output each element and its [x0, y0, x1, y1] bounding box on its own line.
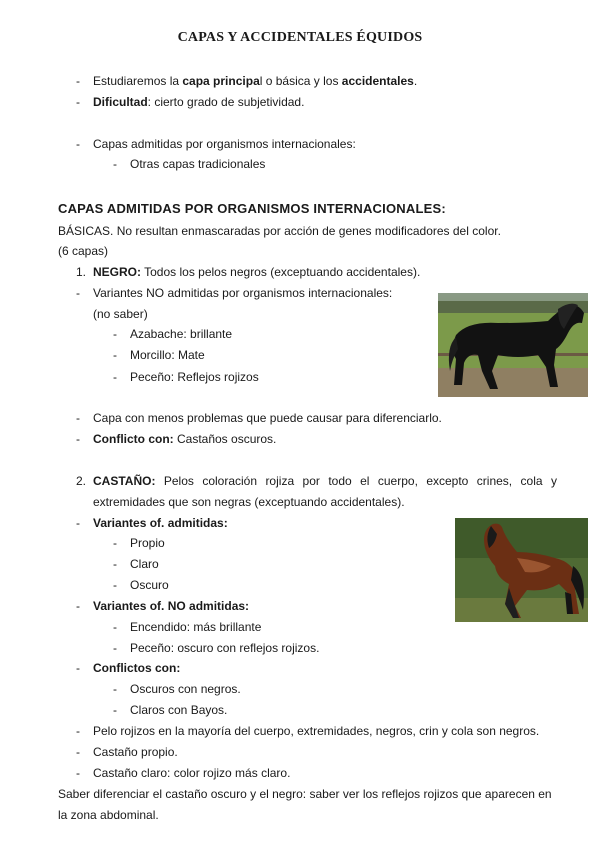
castano-not-admitted-label: Variantes of. NO admitidas: — [93, 599, 250, 613]
bullet-dash: - — [113, 578, 117, 592]
bullet-dash: - — [76, 516, 80, 530]
list-item: Castaño propio. — [93, 745, 178, 759]
castano-definition: CASTAÑO: Pelos coloración rojiza por todo el cuerpo, excepto crines, cola y extremidades que son negras (exceptuando accidentales). — [93, 474, 557, 509]
bullet-dash: - — [76, 432, 80, 446]
bay-horse-photo — [455, 518, 588, 622]
list-item: Azabache: brillante — [130, 327, 233, 341]
castano-admitted-label: Variantes of. admitidas: — [93, 516, 228, 530]
list-item: Morcillo: Mate — [130, 348, 205, 362]
bullet-dash: - — [113, 157, 117, 171]
bullet-dash: - — [113, 370, 117, 384]
bullet-dash: - — [113, 348, 117, 362]
list-item: Peceño: Reflejos rojizos — [130, 370, 259, 384]
section-heading: CAPAS ADMITIDAS POR ORGANISMOS INTERNACIONALES: — [58, 201, 446, 216]
list-item: Claro — [130, 557, 159, 571]
negro-no-saber: (no saber) — [93, 307, 148, 321]
bullet-dash: - — [113, 536, 117, 550]
list-item: Propio — [130, 536, 165, 550]
bullet-dash: - — [76, 74, 80, 88]
basicas-line-1: BÁSICAS. No resultan enmascaradas por acción de genes modificadores del color. — [58, 224, 501, 238]
negro-variants-intro: Variantes NO admitidas por organismos internacionales: — [93, 286, 393, 300]
bullet-dash: - — [76, 599, 80, 613]
negro-definition: NEGRO: Todos los pelos negros (exceptuando accidentales). — [93, 265, 421, 279]
negro-conflict: Conflicto con: Castaños oscuros. — [93, 432, 277, 446]
closing-line-1: Saber diferenciar el castaño oscuro y el negro: saber ver los reflejos rojizos que aparecen en — [58, 787, 552, 801]
basicas-line-2: (6 capas) — [58, 244, 109, 258]
page-title: CAPAS Y ACCIDENTALES ÉQUIDOS — [177, 30, 423, 45]
list-item: Encendido: más brillante — [130, 620, 262, 634]
list-item: Pelo rojizos en la mayoría del cuerpo, extremidades, negros, crin y cola son negros. — [93, 724, 540, 738]
list-number: 2. — [76, 474, 87, 488]
bullet-dash: - — [76, 286, 80, 300]
bullet-dash: - — [76, 411, 80, 425]
list-item: Oscuro — [130, 578, 169, 592]
black-horse-photo — [438, 293, 588, 397]
bullet-dash: - — [76, 661, 80, 675]
intro-line-2: Dificultad: cierto grado de subjetividad. — [93, 95, 305, 109]
bullet-dash: - — [76, 724, 80, 738]
intro-line-4: Otras capas tradicionales — [130, 157, 266, 171]
bullet-dash: - — [76, 137, 80, 151]
intro-line-3: Capas admitidas por organismos internacionales: — [93, 137, 356, 151]
list-item: Peceño: oscuro con reflejos rojizos. — [130, 641, 320, 655]
bullet-dash: - — [113, 620, 117, 634]
bullet-dash: - — [113, 327, 117, 341]
list-item: Claros con Bayos. — [130, 703, 228, 717]
bullet-dash: - — [113, 641, 117, 655]
bullet-dash: - — [113, 557, 117, 571]
closing-line-2: la zona abdominal. — [58, 808, 159, 822]
list-item: Oscuros con negros. — [130, 682, 241, 696]
castano-conflicts-label: Conflictos con: — [93, 661, 181, 675]
bullet-dash: - — [113, 682, 117, 696]
bullet-dash: - — [76, 745, 80, 759]
intro-line-1: Estudiaremos la capa principal o básica y los accidentales. — [93, 74, 418, 88]
bullet-dash: - — [76, 766, 80, 780]
negro-note: Capa con menos problemas que puede causar para diferenciarlo. — [93, 411, 442, 425]
list-number: 1. — [76, 265, 87, 279]
bullet-dash: - — [113, 703, 117, 717]
bullet-dash: - — [76, 95, 80, 109]
list-item: Castaño claro: color rojizo más claro. — [93, 766, 291, 780]
